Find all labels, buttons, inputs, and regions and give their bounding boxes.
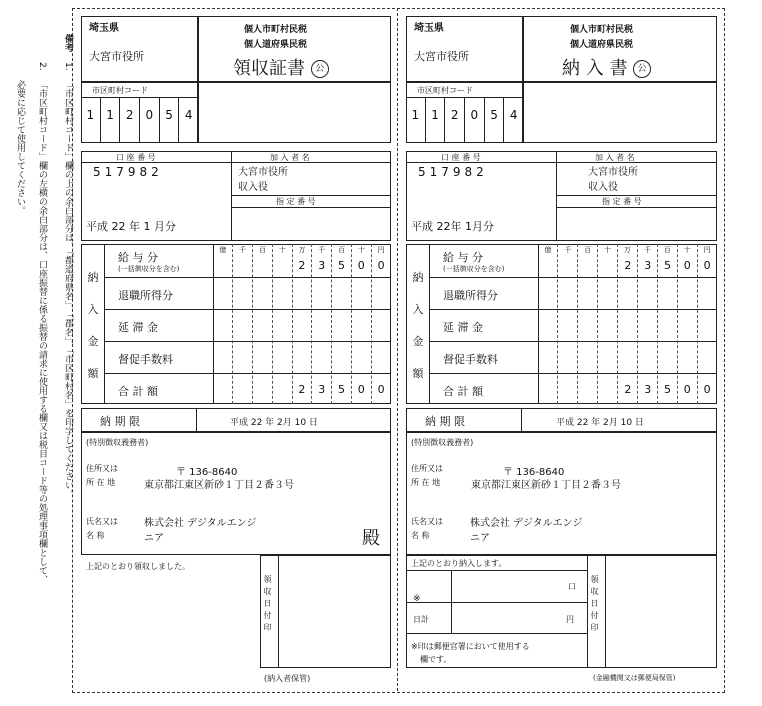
office-name: 大宮市役所 (414, 50, 469, 63)
total-amount (618, 383, 717, 396)
note-2-text-continued: 必要に応じて使用してください。 (15, 80, 25, 215)
code-digit: 4 (509, 108, 518, 122)
honorific: 殿 (362, 528, 380, 549)
code-digit: 4 (184, 108, 193, 122)
amount-digit: 0 (377, 259, 385, 272)
note-1-number: 1. (63, 62, 73, 71)
postal-remark-continued: 欄です。 (420, 655, 452, 664)
row-label: 退職所得分 (443, 289, 498, 302)
amount-digit: 0 (703, 259, 711, 272)
daily-total-label: 日計 (413, 615, 429, 624)
payer-name: 株式会社 デジタルエンジ (144, 518, 257, 529)
blank-box (198, 82, 391, 143)
deadline-date: 平成 22 年 2月 10 日 (556, 418, 644, 428)
deadline-label: 納 期 限 (425, 415, 465, 428)
unit-label: 億 (544, 246, 552, 254)
member-label: 加 入 者 名 (270, 153, 310, 162)
member-title: 収入役 (588, 182, 618, 193)
row-sublabel: (一括徴収分を含む) (443, 265, 505, 273)
amount-side-label: 納入金額 (412, 271, 424, 380)
postal-remark: ※印は郵便官署において使用する (411, 642, 530, 651)
payer-name-continued: ニア (144, 533, 164, 544)
row-label: 合 計 額 (443, 385, 483, 398)
unit-label: 十 (604, 246, 612, 254)
code-digits (81, 98, 198, 143)
postal-code: 〒 136-8640 (503, 467, 565, 478)
code-digit: 0 (140, 98, 160, 143)
amount-digit: 2 (298, 259, 306, 272)
salary-amount (292, 259, 391, 272)
unit-label: 十 (357, 246, 365, 254)
total-digit: 3 (644, 383, 652, 396)
office-name: 大宮市役所 (89, 50, 144, 63)
amount-side-label: 納入金額 (87, 271, 99, 380)
deadline-date: 平成 22 年 2月 10 日 (230, 418, 318, 428)
blank-box (523, 82, 717, 143)
tax-name-1: 個人市町村民税 (570, 25, 634, 35)
account-number: 517982 (418, 165, 488, 179)
code-digit: 1 (426, 98, 446, 143)
salary-amount (618, 259, 717, 272)
name-label: 氏名又は (86, 517, 118, 526)
code-digit: 2 (445, 98, 465, 143)
note-2-number: 2. (37, 62, 47, 71)
unit-label: 万 (624, 246, 631, 254)
total-digit: 5 (337, 383, 345, 396)
amount-digit: 5 (663, 259, 671, 272)
total-digit: 0 (357, 383, 365, 396)
payer-name-continued: ニア (470, 533, 490, 544)
unit-label: 千 (239, 246, 247, 254)
tax-name-1: 個人市町村民税 (244, 25, 308, 35)
payer-box (81, 432, 391, 555)
unit-label: 円 (703, 246, 711, 254)
amount-digit: 0 (683, 259, 691, 272)
address-label: 所 在 地 (86, 478, 116, 487)
perforation-line (397, 8, 398, 691)
unit-label: 十 (278, 246, 286, 254)
total-digit: 0 (377, 383, 385, 396)
account-label: 口 座 番 号 (441, 153, 481, 162)
unit-label: 千 (643, 246, 651, 254)
address-label: 住所又は (86, 464, 118, 473)
member-label: 加 入 者 名 (595, 153, 635, 162)
code-digits (406, 98, 523, 143)
period: 平成 22 年 1 月分 (86, 220, 176, 233)
unit-label: 十 (683, 246, 691, 254)
name-label: 名 称 (86, 531, 105, 540)
amount-digit: 5 (337, 259, 345, 272)
designated-label: 指 定 番 号 (276, 197, 316, 206)
name-label: 名 称 (411, 531, 430, 540)
row-label: 延 滞 金 (118, 321, 158, 334)
payer-box (406, 432, 717, 555)
total-amount (292, 383, 391, 396)
unit-label: 百 (338, 246, 346, 254)
code-label: 市区町村コード (417, 86, 473, 95)
address: 東京都江東区新砂１丁目２番３号 (144, 480, 294, 491)
unit-label: 百 (663, 246, 671, 254)
row-label: 督促手数料 (118, 353, 173, 366)
stamp-label: 領収日付印 (590, 575, 599, 635)
amount-digit: 3 (318, 259, 326, 272)
code-label: 市区町村コード (92, 86, 148, 95)
account-label: 口 座 番 号 (116, 153, 156, 162)
footer-note: (金融機関又は郵便局保管) (593, 674, 676, 682)
amount-digit: 2 (624, 259, 632, 272)
row-label: 給 与 分 (118, 251, 158, 264)
document-title: 領収証書 公 (233, 54, 329, 80)
code-digit: 5 (485, 98, 505, 143)
code-digit: 5 (160, 98, 180, 143)
row-sublabel: (一括徴収分を含む) (118, 265, 180, 273)
row-label: 延 滞 金 (443, 321, 483, 334)
code-digit: 1 (406, 98, 426, 143)
unit-labels (538, 245, 717, 255)
designated-label: 指 定 番 号 (602, 197, 642, 206)
total-digit: 2 (298, 383, 306, 396)
code-digit: 0 (465, 98, 485, 143)
total-digit: 0 (683, 383, 691, 396)
unit-labels (213, 245, 391, 255)
collector-label: (特別徴収義務者) (86, 438, 149, 447)
stamp-label: 領収日付印 (263, 575, 272, 635)
note-2-text: 「市区町村コード」欄の左横の余白部分は、口座振替に係る振替の請求に使用する欄又は税目コード等の処理事項欄として、 (37, 80, 47, 584)
member-name: 大宮市役所 (588, 167, 638, 178)
notes-heading: 備考 (63, 34, 73, 52)
footer-note: (納入者保管) (264, 674, 311, 683)
yen-unit: 円 (566, 615, 574, 624)
unit-label: 億 (219, 246, 227, 254)
code-digit: 1 (101, 98, 121, 143)
code-digit: 2 (120, 98, 140, 143)
payment-statement: 上記のとおり納入します。 (411, 559, 507, 568)
address: 東京都江東区新砂１丁目２番３号 (471, 480, 621, 491)
name-label: 氏名又は (411, 517, 443, 526)
row-label: 督促手数料 (443, 353, 498, 366)
prefecture-name: 埼玉県 (414, 23, 444, 34)
note-1-text: 「市区町村コード」欄の上の余白部分は、「都道府県名」、「郡名」、「市区町村名」を印字してください。 (63, 80, 73, 499)
member-name: 大宮市役所 (238, 167, 288, 178)
unit-label: 百 (584, 246, 592, 254)
row-label: 給 与 分 (443, 251, 483, 264)
deadline-label: 納 期 限 (100, 415, 140, 428)
amount-digit: 3 (644, 259, 652, 272)
public-seal-icon: 公 (633, 60, 651, 78)
total-digit: 2 (624, 383, 632, 396)
payer-name: 株式会社 デジタルエンジ (470, 518, 583, 529)
row-label: 合 計 額 (118, 385, 158, 398)
row-label: 退職所得分 (118, 289, 173, 302)
code-digit: 1 (81, 98, 101, 143)
prefecture-name: 埼玉県 (89, 23, 119, 34)
unit-label: 千 (564, 246, 572, 254)
collector-label: (特別徴収義務者) (411, 438, 474, 447)
address-label: 所 在 地 (411, 478, 441, 487)
asterisk-mark: ※ (413, 594, 421, 604)
receipt-statement: 上記のとおり領収しました。 (86, 562, 190, 571)
unit-label: 円 (377, 246, 385, 254)
public-seal-icon: 公 (311, 60, 329, 78)
total-digit: 5 (663, 383, 671, 396)
unit-label: 万 (298, 246, 306, 254)
period: 平成 22年 1月分 (411, 220, 494, 233)
account-number: 517982 (93, 165, 163, 179)
tax-name-2: 個人道府県民税 (244, 40, 308, 50)
unit-label: 千 (318, 246, 326, 254)
address-label: 住所又は (411, 464, 443, 473)
document-title: 納 入 書 公 (562, 54, 651, 80)
tax-name-2: 個人道府県民税 (570, 40, 634, 50)
postal-code: 〒 136-8640 (176, 467, 238, 478)
count-unit: 口 (568, 582, 576, 591)
total-digit: 3 (318, 383, 326, 396)
amount-digit: 0 (357, 259, 365, 272)
member-title: 収入役 (238, 182, 268, 193)
total-digit: 0 (703, 383, 711, 396)
stamp-box (260, 555, 391, 668)
unit-label: 百 (258, 246, 266, 254)
